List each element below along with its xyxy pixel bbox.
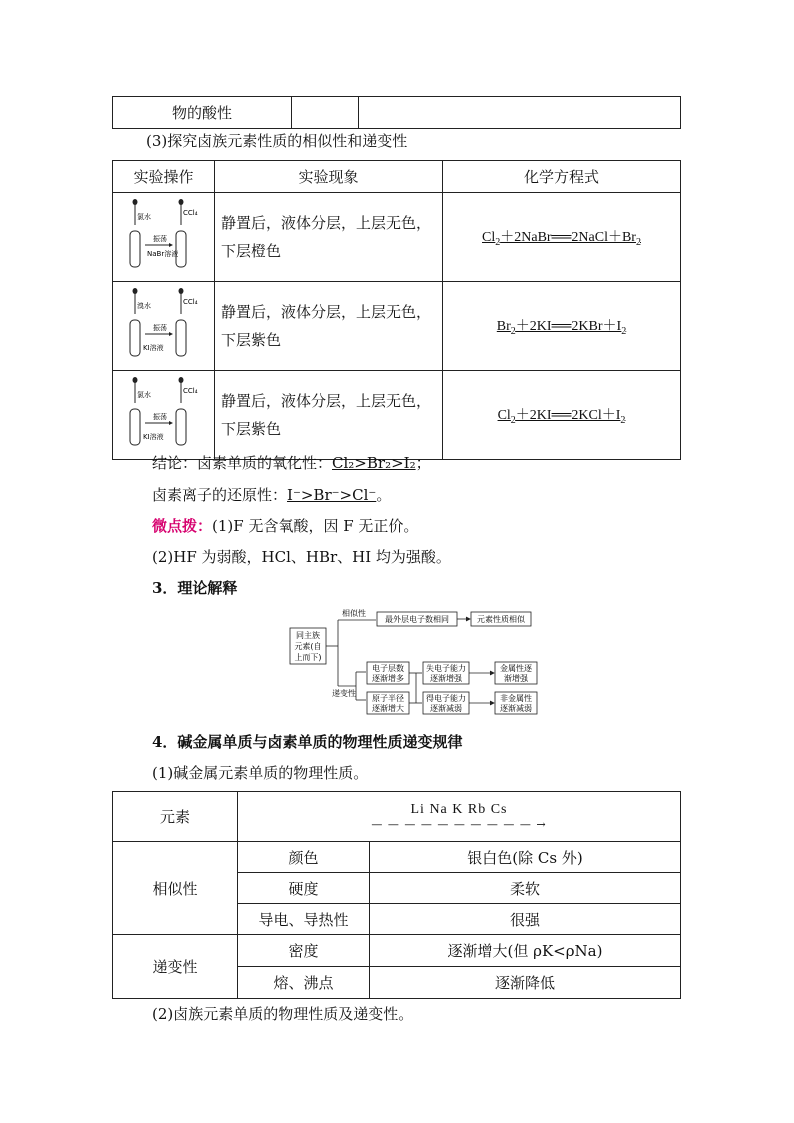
header-operation: 实验操作 [113,161,215,193]
table-row [113,371,681,460]
conclusion-oxidizing: 结论：卤素单质的氧化性：Cl₂>Br₂>I₂； [152,454,431,472]
empty-cell [292,97,359,129]
svg-text:原子半径: 原子半径 [372,694,404,703]
svg-text:逐渐增大: 逐渐增大 [372,704,404,713]
svg-text:溴水: 溴水 [137,302,151,310]
svg-text:逐渐减弱: 逐渐减弱 [430,704,462,713]
element-sequence [238,792,681,842]
tip-line-2: (2)HF 为弱酸，HCl、HBr、HI 均为强酸。 [152,548,451,566]
equation: $Cl_2+2KI══2KCl+I_2$ [497,408,626,426]
svg-text:振荡: 振荡 [153,235,167,243]
svg-text:最外层电子数相同: 最外层电子数相同 [385,615,449,624]
svg-text:相似性: 相似性 [342,609,366,618]
svg-text:KI溶液: KI溶液 [143,344,164,352]
header-phenomenon: 实验现象 [215,161,443,193]
similar-label: 相似性 [113,842,238,935]
experiment-diagram [113,371,215,460]
element-label: 元素 [113,792,238,842]
svg-text:CCl₄: CCl₄ [183,298,198,306]
experiment-diagram [113,282,215,371]
svg-text:KI溶液: KI溶液 [143,433,164,441]
halogen-table [112,160,681,460]
experiment-diagram [113,193,215,282]
svg-text:CCl₄: CCl₄ [183,387,198,395]
svg-text:元素性质相似: 元素性质相似 [477,615,525,624]
svg-text:同主族: 同主族 [296,631,320,640]
equation-cell [443,282,681,371]
table-row [113,193,681,282]
section4-sub2: (2)卤族元素单质的物理性质及递变性。 [152,1005,414,1023]
phenomenon-text: 静置后，液体分层，上层无色， [221,214,432,232]
prop-cell: 硬度 [238,873,370,904]
row-label: 物的酸性 [113,97,292,129]
phenomenon-text: 下层橙色 [221,242,282,260]
table-row [113,842,681,873]
svg-text:电子层数: 电子层数 [372,664,404,673]
svg-text:逐渐减弱: 逐渐减弱 [500,704,532,713]
value-cell: 逐渐降低 [370,967,681,999]
svg-text:元素(自: 元素(自 [294,642,322,651]
svg-text:渐增强: 渐增强 [504,674,528,683]
phenomenon-cell [215,371,443,460]
svg-text:氯水: 氯水 [137,391,151,399]
alkali-table [112,791,681,999]
phenomenon-text: 静置后，液体分层，上层无色， [221,392,432,410]
table-row [113,935,681,967]
equation: $Br_2+2KI══2KBr+I_2$ [496,319,627,337]
gradient-label: 递变性 [113,935,238,999]
section-title: (3)探究卤族元素性质的相似性和递变性 [146,132,408,150]
tip-line-1: 微点拨：(1)F 无含氧酸，因 F 无正价。 [152,517,419,535]
empty-cell [359,97,681,129]
table-row [113,282,681,371]
phenomenon-text: 下层紫色 [221,420,282,438]
phenomenon-cell [215,282,443,371]
svg-text:CCl₄: CCl₄ [183,209,198,217]
svg-text:上而下): 上而下) [294,653,322,662]
svg-text:得电子能力: 得电子能力 [426,694,466,703]
phenomenon-cell [215,193,443,282]
element-list: Li Na K Rb Cs [410,802,508,817]
prop-cell: 密度 [238,935,370,967]
svg-text:递变性: 递变性 [332,689,356,698]
prop-cell: 熔、沸点 [238,967,370,999]
prop-cell: 导电、导热性 [238,904,370,935]
svg-text:振荡: 振荡 [153,324,167,332]
svg-text:非金属性: 非金属性 [500,694,532,703]
equation: $Cl_2+2NaBr══2NaCl+Br_2$ [482,230,641,248]
phenomenon-text: 静置后，液体分层，上层无色， [221,303,432,321]
svg-text:逐渐增多: 逐渐增多 [372,674,404,683]
conclusion-reducing: 卤素离子的还原性：I⁻>Br⁻>Cl⁻。 [152,486,392,504]
section4-title: 4．碱金属单质与卤素单质的物理性质递变规律 [152,733,463,751]
phenomenon-text: 下层紫色 [221,331,282,349]
header-equation: 化学方程式 [443,161,681,193]
value-cell: 柔软 [370,873,681,904]
svg-text:失电子能力: 失电子能力 [426,664,466,673]
section4-sub1: (1)碱金属元素单质的物理性质。 [152,764,369,782]
svg-text:氯水: 氯水 [137,213,151,221]
top-table [112,96,681,129]
svg-text:金属性逐: 金属性逐 [500,664,532,673]
prop-cell: 颜色 [238,842,370,873]
arrow-icon: — — — — — — — — — — → [371,818,547,831]
value-cell: 银白色(除 Cs 外) [370,842,681,873]
svg-text:振荡: 振荡 [153,413,167,421]
svg-text:逐渐增强: 逐渐增强 [430,674,462,683]
theory-flowchart [288,606,540,718]
equation-cell [443,371,681,460]
svg-text:NaBr溶液: NaBr溶液 [147,250,179,258]
section-theory-title: 3．理论解释 [152,579,238,597]
value-cell: 逐渐增大(但 ρK<ρNa) [370,935,681,967]
equation-cell [443,193,681,282]
value-cell: 很强 [370,904,681,935]
